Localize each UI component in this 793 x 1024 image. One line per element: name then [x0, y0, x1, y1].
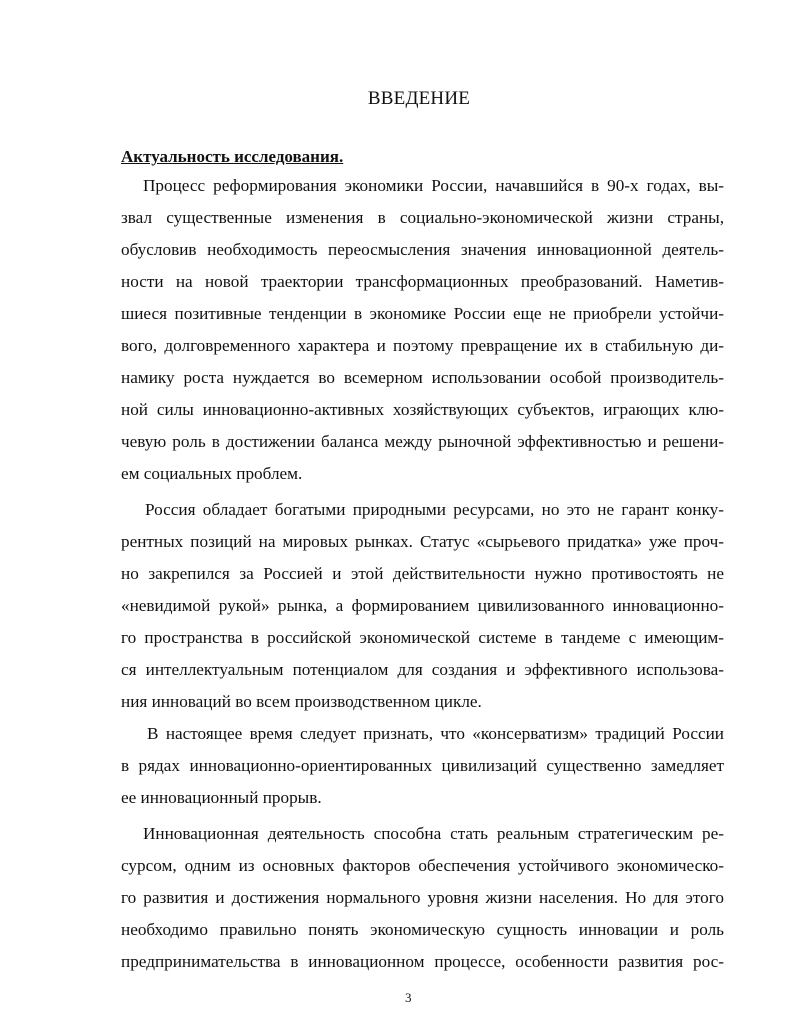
text-line: «невидимой рукой» рынка, а формированием цивилизованного инновационно-: [121, 596, 724, 615]
text-line: шиеся позитивные тенденции в экономике России еще не приобрели устойчи-: [121, 304, 724, 323]
text-line: Россия обладает богатыми природными ресурсами, но это не гарант конку-: [145, 500, 724, 519]
text-line: чевую роль в достижении баланса между рыночной эффективностью и решени-: [121, 432, 724, 451]
text-line: ности на новой траектории трансформационных преобразований. Наметив-: [121, 272, 724, 291]
text-line: го пространства в российской экономической системе в тандеме с имеющим-: [121, 628, 724, 647]
text-line: ем социальных проблем.: [121, 464, 303, 483]
text-line: вого, долговременного характера и поэтому превращение их в стабильную ди-: [121, 336, 724, 355]
text-line: намику роста нуждается во всемерном использовании особой производитель-: [121, 368, 724, 387]
page-number: 3: [405, 990, 412, 1005]
section-subheading: Актуальность исследования.: [121, 147, 344, 166]
text-line: В настоящее время следует признать, что «консерватизм» традиций России: [147, 724, 724, 743]
text-line: Инновационная деятельность способна стать реальным стратегическим ре-: [143, 824, 724, 843]
page-title: ВВЕДЕНИЕ: [367, 88, 471, 109]
text-line: необходимо правильно понять экономическую сущность инновации и роль: [121, 920, 724, 939]
text-line: обусловив необходимость переосмысления значения инновационной деятель-: [121, 240, 724, 259]
text-line: но закрепился за Россией и этой действительности нужно противостоять не: [121, 564, 724, 583]
text-line: ной силы инновационно-активных хозяйствующих субъектов, играющих клю-: [121, 400, 724, 419]
text-line: предпринимательства в инновационном процессе, особенности развития рос-: [121, 952, 724, 971]
text-line: звал существенные изменения в социально-экономической жизни страны,: [121, 208, 724, 227]
text-line: в рядах инновационно-ориентированных цивилизаций существенно замедляет: [121, 756, 724, 775]
text-line: ния инноваций во всем производственном цикле.: [121, 692, 482, 711]
text-line: сурсом, одним из основных факторов обеспечения устойчивого экономическо-: [121, 856, 724, 875]
text-line: ее инновационный прорыв.: [121, 788, 322, 807]
text-line: го развития и достижения нормального уровня жизни населения. Но для этого: [121, 888, 724, 907]
text-line: ся интеллектуальным потенциалом для создания и эффективного использова-: [121, 660, 724, 679]
text-line: Процесс реформирования экономики России, начавшийся в 90-х годах, вы-: [143, 176, 724, 195]
text-line: рентных позиций на мировых рынках. Статус «сырьевого придатка» уже проч-: [121, 532, 724, 551]
